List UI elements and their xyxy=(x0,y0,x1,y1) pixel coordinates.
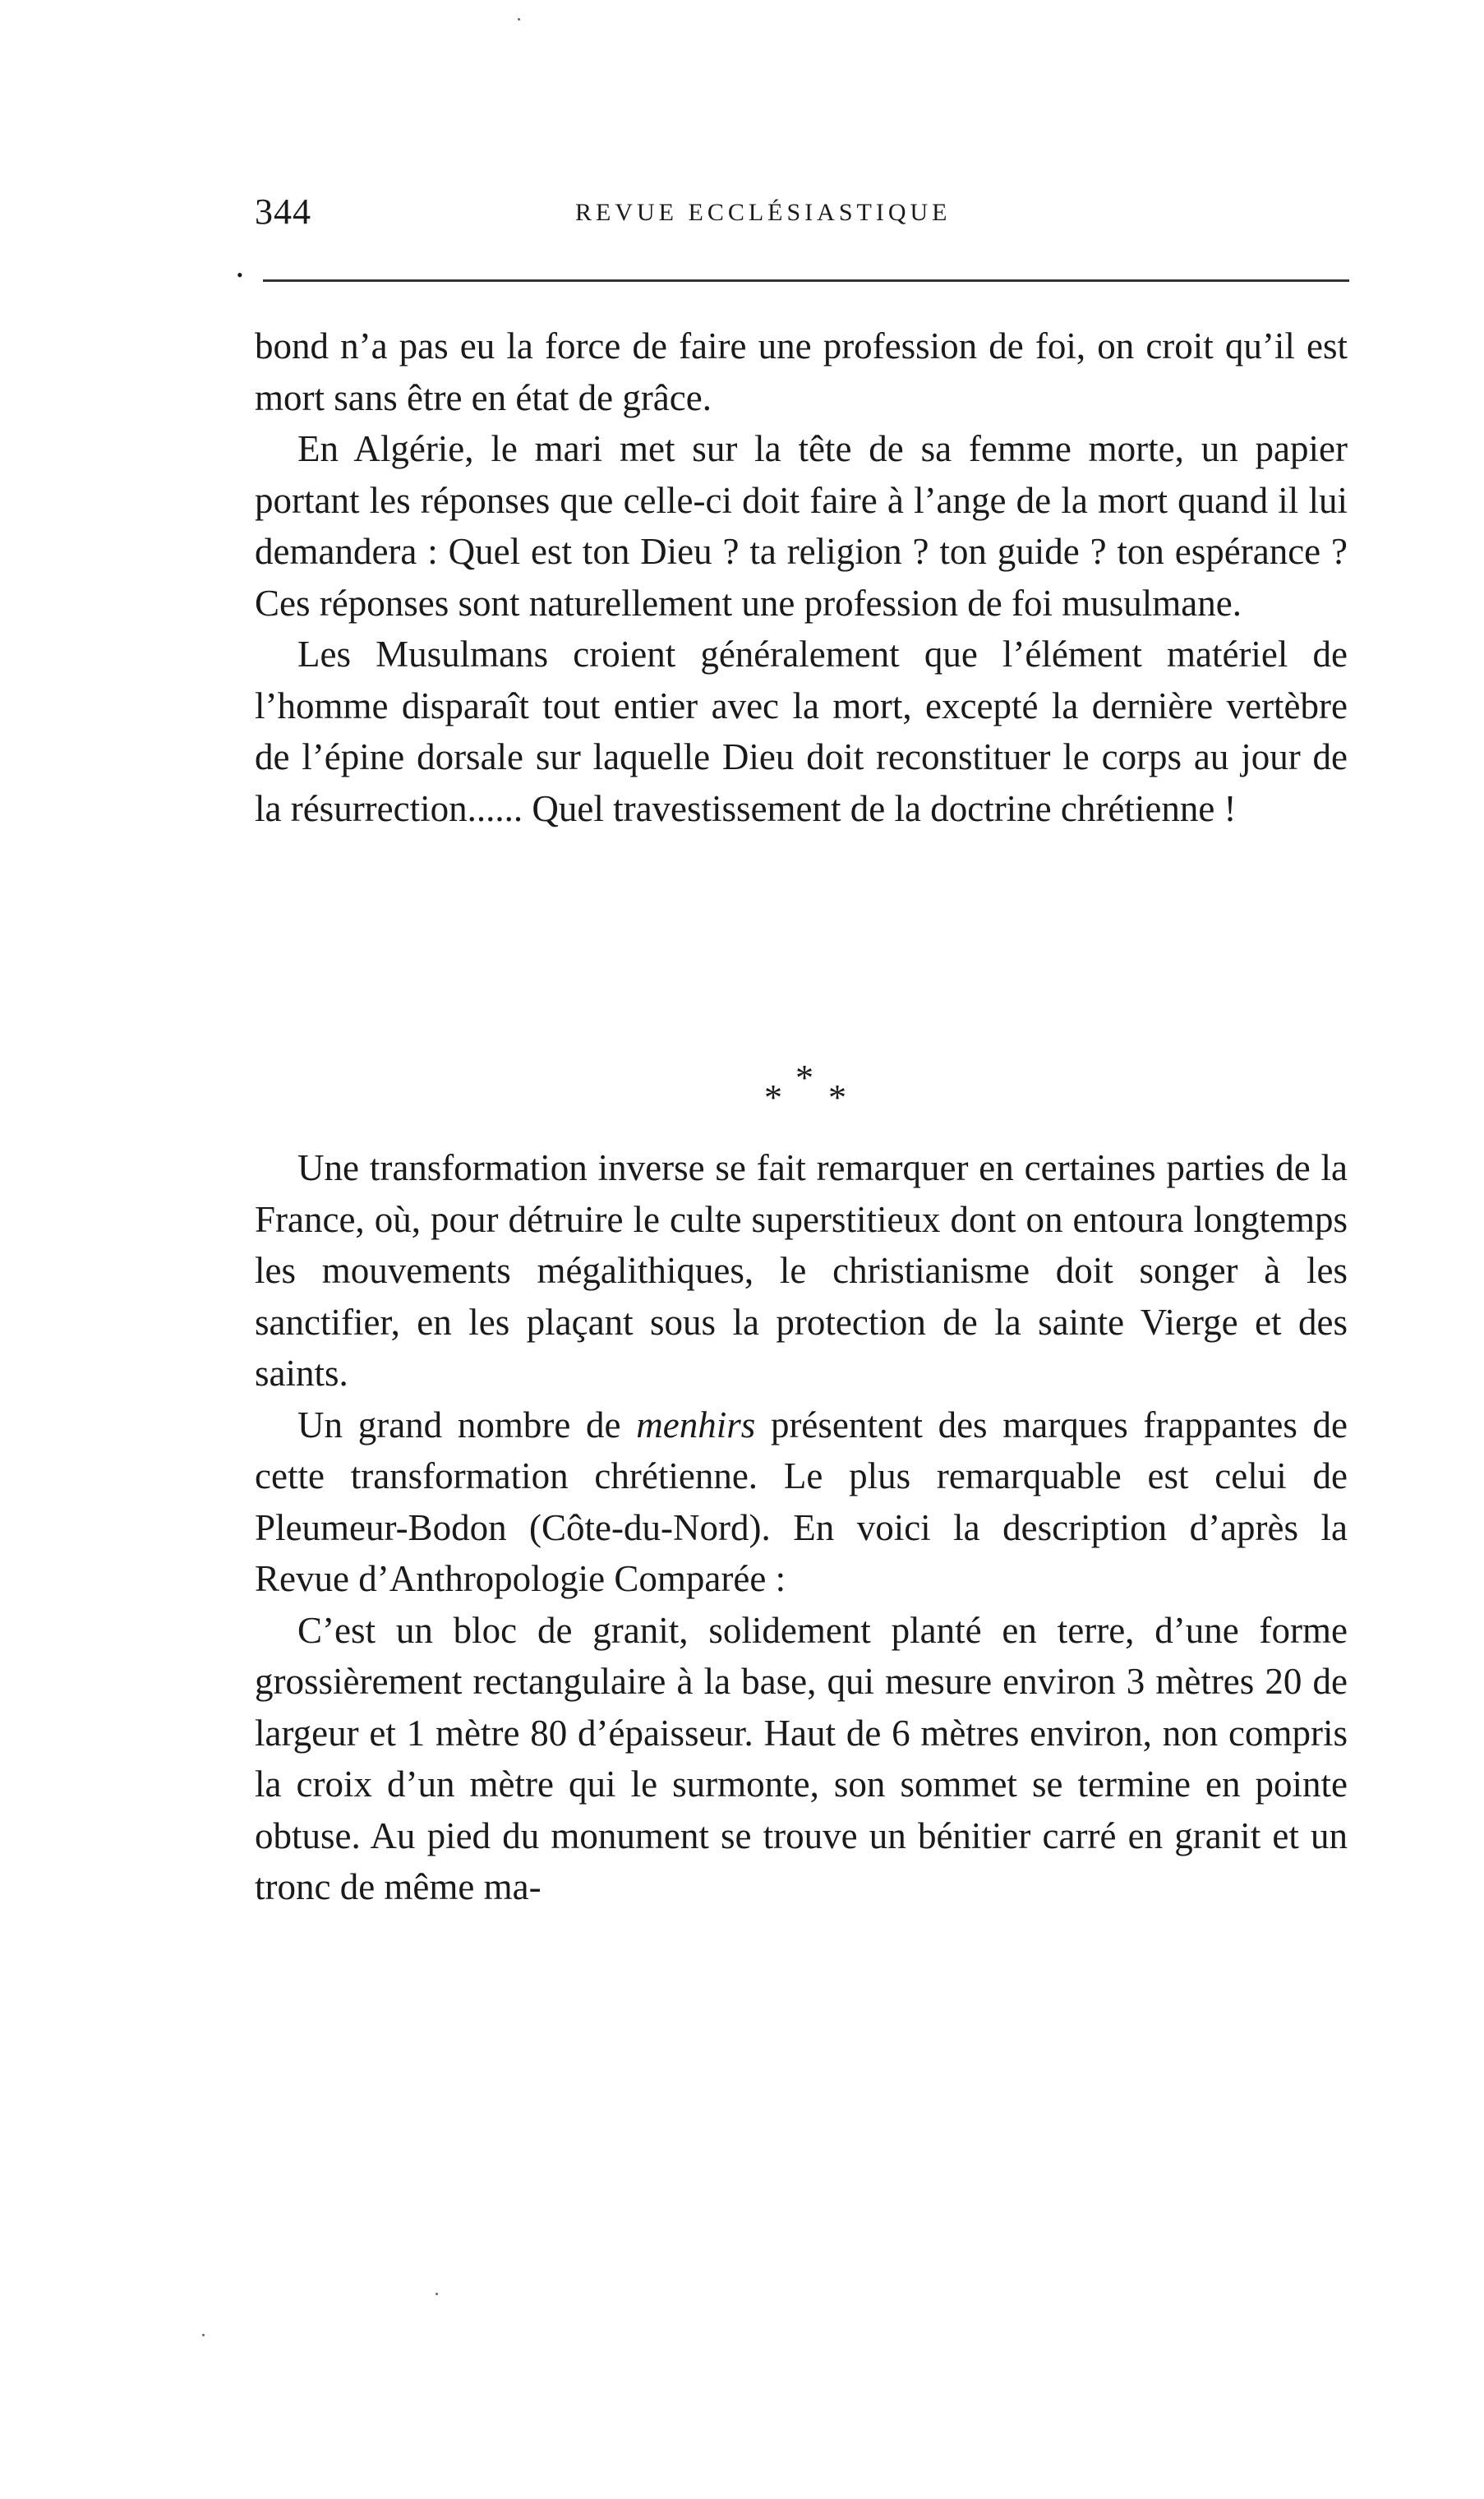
paragraph-menhirs xyxy=(255,1399,1348,1605)
scan-speck xyxy=(518,18,520,21)
text-section-1 xyxy=(255,320,1348,834)
menhirs-italic-word: menhirs xyxy=(636,1404,756,1445)
page-number: 344 xyxy=(255,191,311,232)
asterism-star-right: * xyxy=(828,1077,846,1118)
asterism-star-top: * xyxy=(795,1058,813,1098)
menhirs-text-after: présentent des marques frappantes de cette transformation chrétienne. Le plus remarquable est celui de Pleumeur-Bodon (Côte-du-Nord). En voici la description d’après la Revue d’Anthropologie Comparée : xyxy=(255,1404,1348,1599)
header-rule xyxy=(263,279,1349,282)
margin-mark: • xyxy=(237,265,243,285)
section-separator-asterism xyxy=(764,1060,846,1126)
paragraph-musulmans: Les Musulmans croient généralement que l’élément matériel de l’homme disparaît tout entier avec la mort, excepté la dernière vertèbre de l’épine dorsale sur laquelle Dieu doit reconstituer le corps au jour de la résurrection...... Quel travestissement de la doctrine chrétienne ! xyxy=(255,634,1348,829)
paragraph-algeria: En Algérie, le mari met sur la tête de sa femme morte, un papier portant les réponses que celle-ci doit faire à l’ange de la mort quand il lui demandera : Quel est ton Dieu ? ta religion ? ton guide ? ton espérance ? Ces réponses sont naturellement une profession de foi musulmane. xyxy=(255,428,1348,624)
menhirs-text-before: Un grand nombre de xyxy=(297,1404,637,1445)
paragraph-transformation: Une transformation inverse se fait remarquer en certaines parties de la France, où, pour détruire le culte superstitieux dont on entoura longtemps les mouvements mégalithiques, le christianisme doit songer à les sanctifier, en les plaçant sous la protection de la sainte Vierge et des saints. xyxy=(255,1147,1348,1394)
asterism-star-left: * xyxy=(764,1077,782,1118)
scan-speck xyxy=(436,2293,438,2295)
text-section-2 xyxy=(255,1142,1348,1913)
page-header xyxy=(255,191,1348,240)
paragraph-description: C’est un bloc de granit, solidement planté en terre, d’une forme grossièrement rectangulaire à la base, qui mesure environ 3 mètres 20 de largeur et 1 mètre 80 d’épaisseur. Haut de 6 mètres environ, non compris la croix d’un mètre qui le surmonte, son sommet se termine en pointe obtuse. Au pied du monument se trouve un bénitier carré en granit et un tronc de même ma- xyxy=(255,1609,1348,1907)
scan-speck xyxy=(202,2334,205,2336)
running-title: REVUE ECCLÉSIASTIQUE xyxy=(575,199,952,226)
paragraph-continuation: bond n’a pas eu la force de faire une profession de foi, on croit qu’il est mort sans être en état de grâce. xyxy=(255,325,1348,418)
